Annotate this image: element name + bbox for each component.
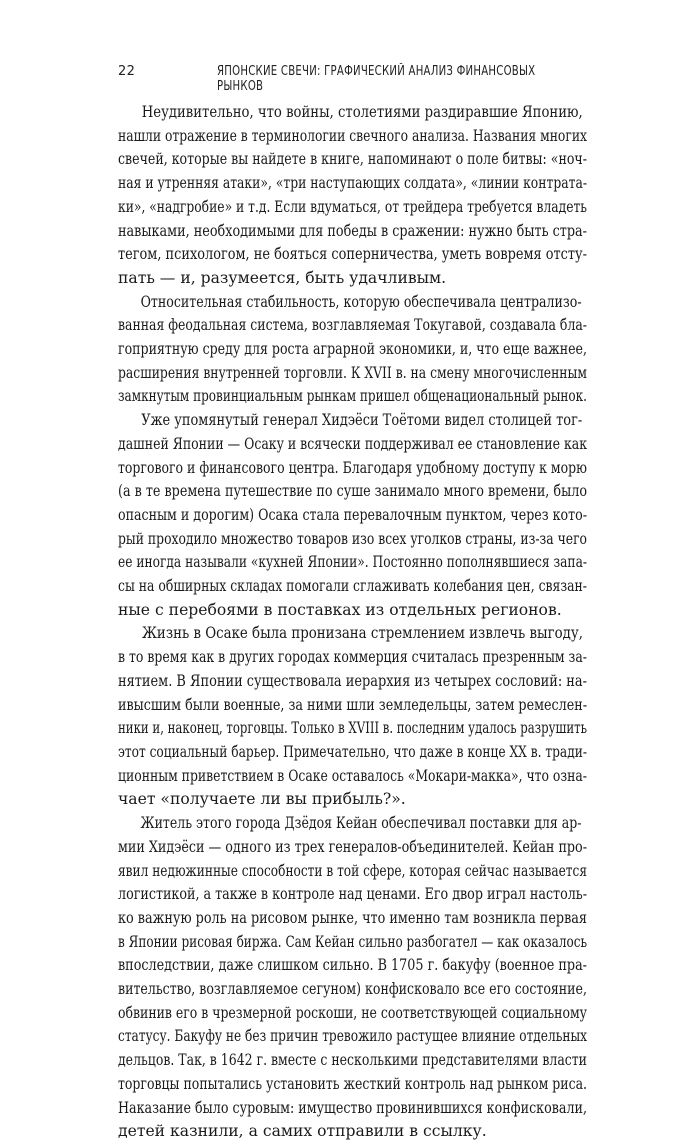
text-line: ные с перебоями в поставках из отдельных регионов. [118,600,562,619]
text-line: нашли отражение в терминологии свечного анализа. Названия многих [118,126,587,145]
page-header [118,64,568,94]
text-line: впоследствии, даже слишком сильно. В 1705 г. бакуфу (военное пра- [118,956,587,975]
text-line: логистикой, а также в контроле над ценами. Его двор играл настоль- [118,885,587,904]
text-line: в Японии рисовая биржа. Сам Кейан сильно разбогател — как оказалось [118,932,587,951]
page-number: 22 [118,64,136,79]
text-line: (а в те времена путешествие по суше занимало много времени, было [118,482,587,501]
text-line: обвинив его в чрезмерной роскоши, не соответствующей социальному [118,1003,587,1022]
text-line: дельцов. Так, в 1642 г. вместе с несколькими представителями власти [118,1051,587,1070]
text-line: ванная феодальная система, возглавляемая Токугавой, создавала бла- [118,316,587,335]
text-line: Житель этого города Дзёдоя Кейан обеспечивал поставки для ар- [140,814,582,833]
running-title: ЯПОНСКИЕ СВЕЧИ: ГРАФИЧЕСКИЙ АНАЛИЗ ФИНАНСОВЫХ РЫНКОВ [217,64,536,94]
body-text [118,101,587,1144]
text-line: этот социальный барьер. Примечательно, что даже в конце XX в. тради- [118,742,587,761]
text-line: ее иногда называли «кухней Японии». Постоянно пополнявшиеся запа- [118,553,587,572]
text-line: ко важную роль на рисовом рынке, что именно там возникла первая [118,908,587,927]
paragraph [118,409,587,622]
text-line: сы на обширных складах помогали сглаживать колебания цен, связан- [118,577,587,596]
text-line: навыками, необходимыми для победы в сражении: нужно быть стра- [118,221,587,240]
text-line: статусу. Бакуфу не без причин тревожило растущее влияние отдельных [118,1027,587,1046]
text-line: ционным приветствием в Осаке оставалось «Мокари-макка», что озна- [118,766,587,785]
paragraph [118,101,587,291]
text-line: гоприятную среду для роста аграрной экономики, и, что еще важнее, [118,340,587,359]
text-line: вительство, возглавляемое сегуном) конфисковало все его состояние, [118,980,587,999]
text-line: свечей, которые вы найдете в книге, напоминают о поле битвы: «ноч- [118,150,587,169]
text-line: явил недюжинные способности в той сфере, которая сейчас называется [118,861,587,880]
text-line: Наказание было суровым: имущество провинившихся конфисковали, [118,1098,587,1117]
text-line: тегом, психологом, не бояться соперничества, уметь вовремя отсту- [118,245,587,264]
text-line: пать — и, разумеется, быть удачливым. [118,268,447,287]
paragraph [118,812,587,1144]
text-line: торговцы попытались установить жесткий контроль над рынком риса. [118,1074,587,1093]
text-line: ники и, наконец, торговцы. Только в XVIII в. последним удалось разрушить [118,719,587,738]
paragraph [118,622,587,812]
text-line: рый проходило множество товаров изо всех уголков страны, из-за чего [118,529,587,548]
text-line: замкнутым провинциальным рынкам пришел общенациональный рынок. [118,387,587,406]
text-line: ки», «надгробие» и т.д. Если вдуматься, от трейдера требуется владеть [118,197,587,216]
paragraph [118,291,587,410]
text-line: мии Хидэёси — одного из трех генералов-объединителей. Кейан про- [118,837,587,856]
text-line: Относительная стабильность, которую обеспечивала централизо- [140,292,582,311]
text-line: Уже упомянутый генерал Хидэёси Тоётоми видел столицей тог- [141,411,583,430]
text-line: ная и утренняя атаки», «три наступающих солдата», «линии контрата- [118,174,587,193]
text-line: дашней Японии — Осаку и всячески поддерживал ее становление как [118,434,587,453]
text-line: ивысшим были военные, за ними шли земледельцы, затем ремеслен- [118,695,587,714]
text-line: детей казнили, а самих отправили в ссылку. [118,1122,487,1141]
text-line: в то время как в других городах коммерция считалась презренным за- [118,648,587,667]
text-line: опасным и дорогим) Осака стала перевалочным пунктом, через кото- [118,505,587,524]
text-line: расширения внутренней торговли. К XVII в. на смену многочисленным [118,363,587,382]
text-line: Неудивительно, что войны, столетиями раздиравшие Японию, [141,103,583,121]
text-line: чает «получаете ли вы прибыль?». [118,790,406,809]
text-line: Жизнь в Осаке была пронизана стремлением извлечь выгоду, [141,624,583,643]
text-line: нятием. В Японии существовала иерархия из четырех сословий: на- [118,671,587,690]
text-line: торгового и финансового центра. Благодаря удобному доступу к морю [118,458,587,477]
